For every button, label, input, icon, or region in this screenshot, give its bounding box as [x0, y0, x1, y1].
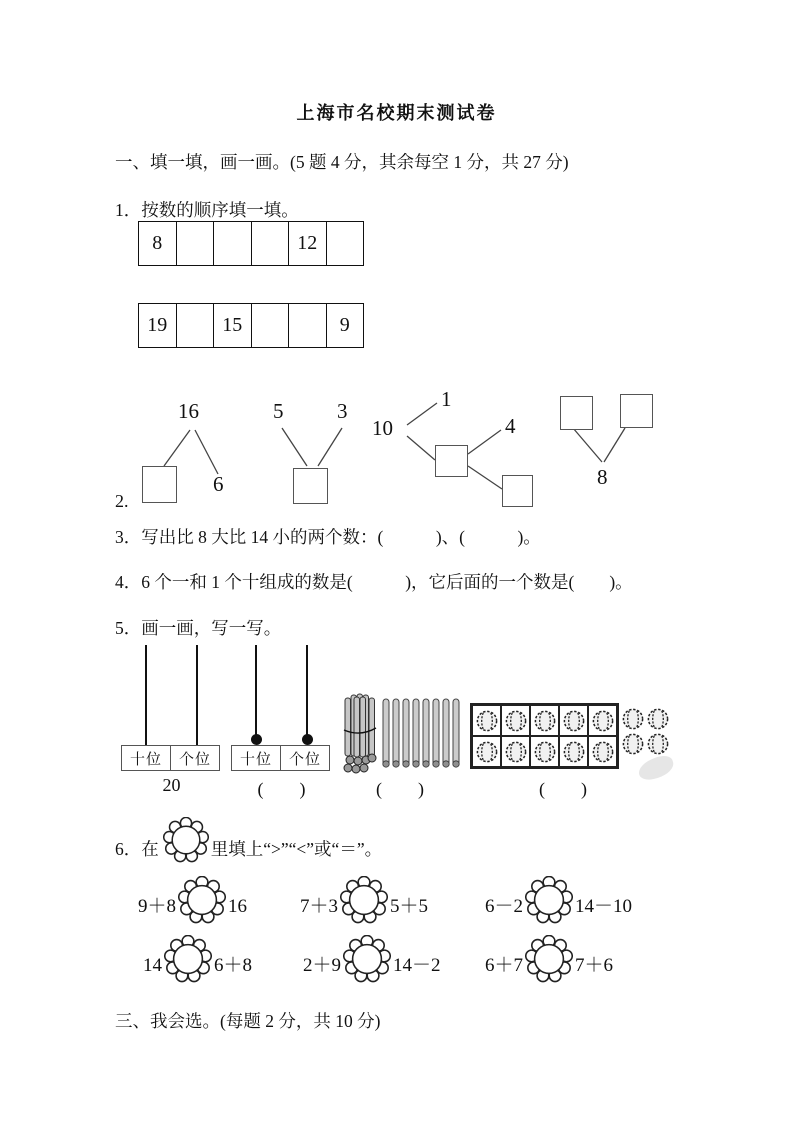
comparison-left: 9＋8 [138, 896, 177, 917]
abacus-figure-2 [231, 645, 332, 800]
comparison-right: 6＋8 [214, 955, 253, 976]
comparison-item [303, 935, 441, 981]
q2b-right-number: 3 [337, 399, 348, 423]
abacus-bead [302, 734, 313, 745]
comparison-item [485, 876, 632, 922]
ball-icon [647, 708, 669, 730]
ten-frame-cell [530, 705, 559, 736]
ball-icon [647, 733, 669, 755]
comparison-right: 14－10 [575, 896, 633, 917]
q6-prefix: 6．在 [115, 838, 159, 859]
sticks-caption: ( ) [376, 779, 424, 799]
q2c-answer-box-2 [502, 475, 533, 507]
sequence-cell: 12 [289, 222, 327, 265]
comparison-left: 2＋9 [303, 955, 342, 976]
tens-place-label: 十位 [231, 745, 281, 771]
comparison-left: 14 [143, 955, 162, 976]
q6-statement [115, 833, 382, 863]
sequence-cell [177, 304, 215, 347]
q1-sequence-table-1 [138, 221, 364, 266]
ball-icon [534, 710, 556, 732]
comparison-left: 6＋7 [485, 955, 524, 976]
page-title: 上海市名校期末测试卷 [296, 103, 497, 123]
flower-icon [164, 935, 212, 983]
sequence-cell: 8 [139, 222, 177, 265]
abacus-1-caption: 20 [162, 775, 181, 795]
flower-icon [525, 935, 573, 983]
q2d-answer-box-1 [560, 396, 593, 430]
ball-icon [563, 710, 585, 732]
comparison-item [300, 876, 428, 922]
ten-frame-cell [588, 705, 617, 736]
ball-icon [476, 710, 498, 732]
comparison-right: 5＋5 [390, 896, 429, 917]
comparison-item [138, 876, 247, 922]
q2a-right-number: 6 [213, 472, 224, 496]
loose-balls-group [622, 708, 669, 755]
ones-place-label: 个位 [281, 745, 330, 771]
ball-icon [476, 741, 498, 763]
q2d-sum-number: 8 [597, 465, 608, 489]
abacus-2-caption: ( ) [257, 779, 306, 799]
q3-text: 3．写出比 8 大比 14 小的两个数：( )、( )。 [115, 527, 541, 547]
scan-smudge [636, 753, 676, 783]
ball-icon [534, 741, 556, 763]
abacus-base [231, 745, 330, 771]
sequence-cell [327, 222, 364, 265]
sequence-cell: 9 [339, 314, 350, 336]
tens-place-label: 十位 [121, 745, 171, 771]
q2c-answer-box-1 [435, 445, 468, 477]
stick-bundle-icon [342, 690, 382, 778]
comparison-right: 16 [228, 896, 248, 917]
q1-label: 1．按数的顺序填一填。 [115, 200, 299, 220]
ten-frame-cell [472, 705, 501, 736]
sequence-cell [214, 222, 252, 265]
ten-frame-cell [501, 705, 530, 736]
ten-frame-cell [588, 736, 617, 767]
sequence-cell: 19 [139, 304, 177, 347]
sequence-cell [289, 304, 327, 347]
comparison-right: 14－2 [393, 955, 441, 976]
comparison-item [485, 935, 613, 981]
abacus-bead [251, 734, 262, 745]
ten-frame-cell [472, 736, 501, 767]
q2c-mid-number: 4 [505, 414, 516, 438]
abacus-tens-rod [145, 645, 147, 746]
q2a-top-number: 16 [178, 399, 199, 423]
q2c-up-number: 1 [441, 387, 452, 411]
comparison-left: 6－2 [485, 896, 524, 917]
abacus-tens-rod [255, 645, 257, 738]
abacus-ones-rod [306, 645, 308, 738]
ball-icon [505, 710, 527, 732]
ball-icon [622, 733, 644, 755]
q5-label: 5．画一画，写一写。 [115, 618, 282, 638]
q2b-left-number: 5 [273, 399, 284, 423]
ten-frame-grid [470, 703, 619, 769]
ten-frame-cell [559, 705, 588, 736]
ten-frame-cell [530, 736, 559, 767]
q2c-root-number: 10 [372, 416, 393, 440]
ones-place-label: 个位 [171, 745, 220, 771]
comparison-item [143, 935, 252, 981]
q2-number-label: 2. [115, 491, 129, 511]
loose-sticks-icon [382, 698, 464, 776]
q2d-answer-box-2 [620, 394, 653, 428]
q2b-answer-box [293, 468, 328, 504]
sequence-cell [177, 222, 215, 265]
comparison-left: 7＋3 [300, 896, 339, 917]
sequence-cell [252, 304, 290, 347]
abacus-ones-rod [196, 645, 198, 746]
abacus-base [121, 745, 220, 771]
q4-text: 4．6 个一和 1 个十组成的数是( )，它后面的一个数是( )。 [115, 572, 633, 592]
q6-suffix: 里填上“>”“<”或“＝”。 [210, 838, 383, 859]
q1-sequence-table-2 [138, 303, 364, 348]
comparison-right: 7＋6 [575, 955, 614, 976]
ball-icon [622, 708, 644, 730]
balls-caption: ( ) [539, 779, 587, 799]
flower-icon [178, 876, 226, 924]
abacus-figure-1 [121, 645, 222, 800]
ball-icon [505, 741, 527, 763]
section-three-heading: 三、我会选。(每题 2 分，共 10 分) [115, 1011, 381, 1031]
ball-icon [592, 710, 614, 732]
q2-decomposition-diagrams [110, 388, 680, 523]
ball-icon [592, 741, 614, 763]
flower-icon [525, 876, 573, 924]
sequence-cell [252, 222, 290, 265]
sequence-cell: 15 [214, 304, 252, 347]
flower-icon [340, 876, 388, 924]
ball-icon [563, 741, 585, 763]
flower-icon [343, 935, 391, 983]
flower-icon [163, 817, 209, 863]
section-one-heading: 一、填一填，画一画。(5 题 4 分，其余每空 1 分，共 27 分) [115, 152, 569, 172]
ten-frame-cell [559, 736, 588, 767]
ten-frame-cell [501, 736, 530, 767]
q2a-answer-box [142, 466, 177, 503]
